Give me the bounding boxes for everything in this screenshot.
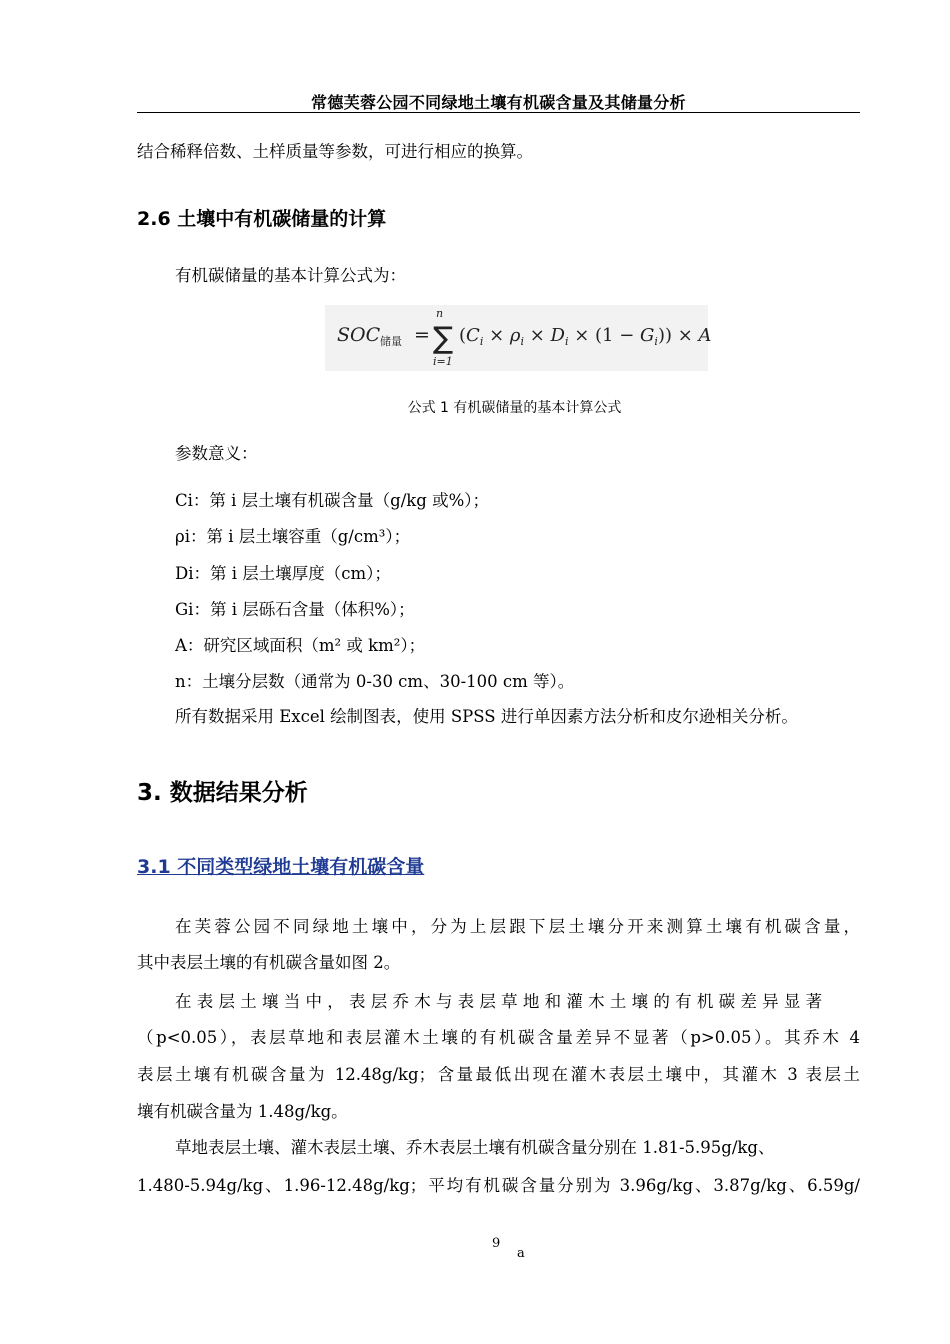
param-item: Ci：第 i 层土壤有机碳含量（g/kg 或%）； [175,491,490,510]
section-heading-3-1-link[interactable]: 3.1 不同类型绿地土壤有机碳含量 [137,856,425,878]
param-item: Gi：第 i 层砾石含量（体积%）； [175,600,415,619]
paragraph-intro: 结合稀释倍数、土样质量等参数，可进行相应的换算。 [137,142,533,161]
paragraph-method: 所有数据采用 Excel 绘制图表，使用 SPSS 进行单因素方法分析和皮尔逊相关分析。 [175,707,798,726]
paragraph-2-line: 表层土壤有机碳含量为 12.48g/kg；含量最低出现在灌木表层土壤中，其灌木 3 表层土 [137,1065,860,1084]
formula-equals: = [414,324,430,346]
param-item: A：研究区域面积（m² 或 km²）； [175,636,426,655]
formula-lhs-sub: 储量 [380,335,402,348]
param-item: ρi：第 i 层土壤容重（g/cm³）； [175,527,411,546]
header-rule [137,112,860,113]
formula-intro: 有机碳储量的基本计算公式为： [175,266,406,285]
paragraph-3-line: 草地表层土壤、灌木表层土壤、乔木表层土壤有机碳含量分别在 1.81-5.95g/kg、 [175,1138,775,1157]
section-heading-3: 3. 数据结果分析 [137,780,308,806]
paragraph-2-line: 在 表 层 土 壤 当 中 ， 表 层 乔 木 与 表 层 草 地 和 灌 木 土 壤 的 有 机 碳 差 异 显 著 [175,992,823,1011]
footer-mark: a [517,1246,525,1261]
formula-caption: 公式 1 有机碳储量的基本计算公式 [407,400,622,416]
formula-sum-top: n [436,307,444,320]
paragraph-3-line: 1.480-5.94g/kg、1.96-12.48g/kg；平均有机碳含量分别为 3.96g/kg、3.87g/kg、6.59g/ [137,1176,860,1195]
formula-body: $(C_i \times \rho_i \times D_i \times (1 - G_i)) \times A$ [459,325,712,348]
param-item: Di：第 i 层土壤厚度（cm）； [175,564,391,583]
running-header: 常德芙蓉公园不同绿地土壤有机碳含量及其储量分析 [311,93,686,112]
param-title: 参数意义： [175,444,258,463]
paragraph-2-line: （p<0.05），表层草地和表层灌木土壤的有机碳含量差异不显著（p>0.05）。其乔木 4 [137,1028,860,1047]
section-heading-2-6: 2.6 土壤中有机碳储量的计算 [137,208,387,230]
paragraph-1-line: 在芙蓉公园不同绿地土壤中，分为上层跟下层土壤分开来测算土壤有机碳含量， [175,917,860,936]
page-number: 9 [492,1236,501,1251]
formula-sum-bottom: i=1 [433,355,453,368]
paragraph-1-line: 其中表层土壤的有机碳含量如图 2。 [137,953,401,972]
paragraph-2-line: 壤有机碳含量为 1.48g/kg。 [137,1102,348,1121]
formula-image [325,305,712,371]
sigma-glyph: ∑ [433,321,454,356]
param-item: n：土壤分层数（通常为 0-30 cm、30-100 cm 等）。 [175,672,575,691]
formula-lhs: SOC [337,324,381,346]
